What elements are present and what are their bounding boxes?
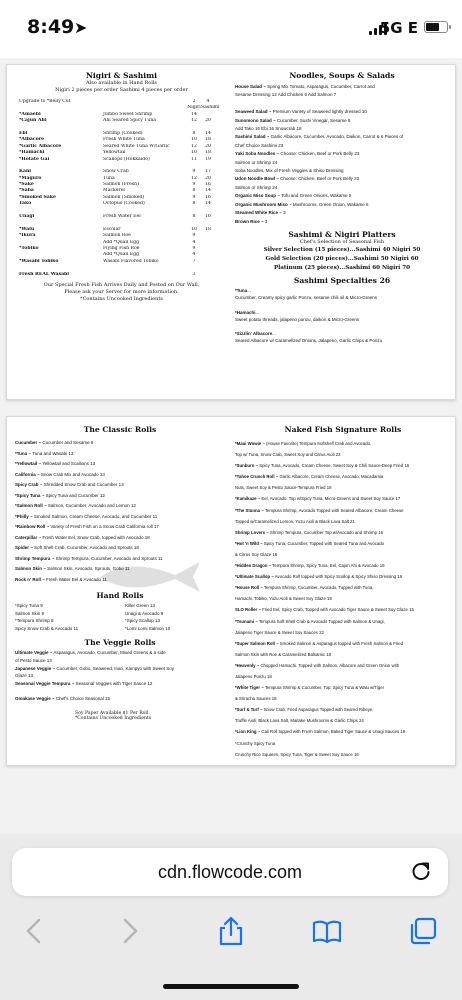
menu-line: *Maui Wowie ~ (House Favorite) Tempura Softshell Crab and Avocado, xyxy=(235,441,372,446)
menu-line: Cucumber, Creamy spicy garlic Ponzu, sesame chili oil & Micro-Greens xyxy=(235,295,378,301)
item-price: 18 xyxy=(205,226,211,232)
menu-line: Crunchy Rice Squares, Spicy Tuna, Tiger & Sweet Soy Sauce 16 xyxy=(235,751,359,757)
item-name: *Albacore xyxy=(19,137,45,143)
item-name: *Cajun Ahi xyxy=(19,118,47,124)
menu-line: *Heavenly ~ Chopped Hamachi. Topped with Salmon, Albacore and Green Onion with xyxy=(235,662,400,668)
item-name: *Sake xyxy=(19,182,34,188)
item-price: 7 xyxy=(192,258,196,264)
menu-line: Japanese Veggie ~ Cucumber, Gobo, Seaweed, Inari, Kampyo with Sweet Soy xyxy=(15,665,174,671)
item-price: 9 xyxy=(192,194,196,200)
hand-rolls-left xyxy=(15,602,125,632)
menu-line xyxy=(235,301,449,308)
item-price: 16 xyxy=(205,214,211,220)
menu-line: Topped w/Caramelized Lemon, Yuzu Aioli & Black Lava Salt 21 xyxy=(235,518,355,524)
menu-line: *Lion King ~ Cali Roll topped with Fresh Salmon, Baked Tiger Sauce & Unagi Sauces 19 xyxy=(235,729,406,735)
item-description: Add *Quail Egg xyxy=(103,252,140,258)
upgrade-note: Upgrade to *Belly Cut xyxy=(19,99,71,104)
item-price: 14 xyxy=(205,130,211,136)
menu-line: Spicy Snow Crab & Avocado 11 xyxy=(15,625,79,631)
menu-line: Sashimi Salad ~ Garlic Albacore, Cucumber, Avocado, Daikon, Carrot & 6 Pieces of xyxy=(235,134,404,140)
share-icon[interactable] xyxy=(216,916,246,946)
menu-line: *Tahoe Crunch Roll ~ Garlic Albacore, Cream Cheese, Avocado, Macadamia xyxy=(235,474,384,480)
menu-line: *Sunburn ~ Spicy Tuna, Avocado, Cream Cheese, Sweet Soy & Chili Sauce-Deep Fried 16 xyxy=(235,463,410,469)
menu-line: *Tempura Shrimp 8 xyxy=(15,618,54,624)
item-price: 4 xyxy=(192,252,196,258)
menu-line: Chef Choice Sashimi 23 xyxy=(235,142,284,148)
page-gap xyxy=(0,776,462,836)
menu-line: Caterpillar ~ Fresh Water Eel, Snow Crab, topped with Avocado 18 xyxy=(15,534,150,540)
menu-line: Spicy Crab ~ Shredded Snow Crab and Cucumber 13 xyxy=(15,482,124,487)
menu-line: *Hamachi... xyxy=(235,309,260,315)
menu-line: *Tuna ~ Tuna and Wasabi 13 xyxy=(15,450,74,456)
item-description: Salmon (Fresh) xyxy=(103,182,139,188)
noodles-section xyxy=(235,71,449,345)
section-subtitle: Nigiri 2 pieces per order Sashimi 4 pieces per order xyxy=(55,87,188,93)
menu-line: *White Tiger ~ Tempura Shrimp & Cucumber. Top: Spicy Tuna & Walu w/Tiger xyxy=(235,685,385,691)
menu-line: Add Tako 16 Ebi 16 Snowcrab 18 xyxy=(235,126,302,132)
section-title: The Veggie Rolls xyxy=(84,638,156,648)
footer-note: Soy Paper Available $1 Per Roll xyxy=(75,710,149,716)
nigiri-list xyxy=(19,112,224,278)
section-title: The Classic Rolls xyxy=(83,425,157,434)
menu-line: & Citrus Soy Glaze 18 xyxy=(235,551,278,557)
menu-line: Salmon or Shrimp 24 xyxy=(235,184,278,190)
menu-line: Shrimp Lovers ~ Shrimp Tempura, Cucumber Top w/Avocado and Shrimp 16 xyxy=(235,529,383,535)
item-description: Mackerel xyxy=(103,188,125,194)
menu-line: Shrimp Tempura ~ Shrimp Tempura, Cucumber, Avocado and Sprouts 11 xyxy=(15,555,163,561)
menu-line: *The Stunna ~ Tempura Shrimp, Avocado Topped with Seared Albacore, Cream Cheese xyxy=(235,507,404,513)
menu-line: Nuts, Sweet Soy & Pesto Sauce-Tempura Fried 19 xyxy=(235,485,332,491)
section-title: Hand Rolls xyxy=(96,591,144,600)
menu-line: Omakase Veggie ~ Chef's Choice Seasonal 15 xyxy=(15,695,111,701)
bookmarks-icon[interactable] xyxy=(312,916,342,946)
menu-line: *Kamikaze ~ Eel, Avocado. Top w/Spicy Tuna, Micro-Greens and Sweet Soy Sauce 17 xyxy=(235,496,401,502)
menu-line: *Spicy Tuna ~ Spicy Tuna and Cucumber 12 xyxy=(15,492,105,498)
menu-line: *Crunchy Spicy Tuna xyxy=(235,740,276,746)
item-name: *Maguro xyxy=(19,175,42,181)
footer-note: *Contains Uncooked Ingredients xyxy=(80,295,163,302)
network-type: 5G E xyxy=(379,19,418,37)
item-description: Seared White Tuna W/Garlic xyxy=(103,143,170,149)
menu-line: Yaki Soba Noodles ~ Choose: Chicken, Beef or Pork Belly 23 xyxy=(235,151,360,157)
menu-line: *Rainbow Roll ~ Variety of Fresh Fish on a Snow Crab California roll 17 xyxy=(15,524,159,529)
menu-line: *Surf & Turf ~ Snow Crab, Fried Asparagus Topped with Seared Ribeye, xyxy=(235,707,374,713)
back-icon[interactable] xyxy=(20,916,50,946)
menu-line: Glaze 13 xyxy=(15,673,34,679)
nigiri-section xyxy=(19,71,224,303)
section-title: Sashimi & Nigiri Platters xyxy=(288,229,396,239)
item-description: Ahi Seared Spicy Tuna xyxy=(103,118,157,124)
item-price: 17 xyxy=(205,169,211,175)
item-description: Salmon (Smoked) xyxy=(103,194,145,200)
item-description: Fresh White Tuna xyxy=(103,137,145,143)
menu-line: Truffle Aioli, Black Lava Salt, Maitake Mushrooms & Garlic Chips 24 xyxy=(235,718,364,724)
section-title: Naked Fish Signature Rolls xyxy=(284,425,402,434)
menu-line: of Pesto Sauce 13 xyxy=(15,657,52,663)
item-price: 18 xyxy=(205,150,211,156)
home-indicator xyxy=(163,984,299,989)
item-name: Ebi xyxy=(19,130,28,136)
menu-line: California ~ Snow Crab Mix and Avocado 13 xyxy=(15,471,105,477)
item-price: 16 xyxy=(205,194,211,200)
classic-rolls-list xyxy=(15,438,225,585)
col-header: 2 xyxy=(192,99,196,104)
menu-item-row xyxy=(19,272,224,278)
item-name: *Saba xyxy=(19,188,34,194)
item-price: 8 xyxy=(192,214,196,220)
item-price: 14 xyxy=(205,188,211,194)
col-header-nigiri: Nigiri xyxy=(187,105,201,111)
item-name: *Tobiko xyxy=(19,245,39,251)
item-name: *Hamachi xyxy=(19,150,45,156)
menu-line: Hamachi, Tobiko, Yuzu Aioli & Sweet Soy Glaze 19 xyxy=(235,596,332,602)
item-name: Fresh REAL Wasabi xyxy=(19,271,70,277)
item-price: 8 xyxy=(192,130,196,136)
menu-line: Seasonal Veggie Tempura ~ Seasonal Veggies with Tiger Sauce 12 xyxy=(15,680,153,686)
location-arrow-icon: ➤ xyxy=(74,18,88,37)
menu-line: Top w/ Tuna, Snow Crab, Sweet Soy and Citrus Aioli 23 xyxy=(235,452,341,458)
item-price: 8 xyxy=(192,201,196,207)
item-price: 8 xyxy=(192,188,196,194)
menu-line: & Sriracha Sauces 18 xyxy=(235,696,277,702)
item-price: 16 xyxy=(205,182,211,188)
menu-line: Jalapeno Tiger Sauce & Sweet Soy Sauces 22 xyxy=(235,629,324,635)
item-price: 10 xyxy=(191,150,197,156)
menu-line: Spider ~ Soft Shell Crab, Cucumber, Avocado and Sprouts 18 xyxy=(15,545,139,550)
menu-line: Salmon Skin with Roe & Caramelized Balsamic 18 xyxy=(235,651,332,657)
menu-line: Jalapeno Ponzu 18 xyxy=(235,673,272,679)
item-price: 12 xyxy=(191,143,197,149)
hand-rolls-right xyxy=(125,602,225,632)
veggie-rolls-list xyxy=(15,649,225,702)
menu-line: *Hidden Dragon ~ Tempura Shrimp, Spicy Tuna, Eel, Cajun Ahi & Avocado 19 xyxy=(235,563,385,569)
signature-rolls-section xyxy=(235,425,451,760)
item-description: Shrimp (Cooked) xyxy=(103,130,143,136)
item-price: 10 xyxy=(191,137,197,143)
item-price: 3 xyxy=(192,271,196,277)
item-price: 20 xyxy=(205,118,211,124)
battery-icon xyxy=(424,21,448,33)
item-description: Jumbo Sweet Shrimp xyxy=(103,111,153,117)
menu-line: Organic Miso Soup ~ Tofu and Green Onions, Wakame 5 xyxy=(235,193,352,199)
item-name: *Garlic Albacore xyxy=(19,143,62,149)
forward-icon[interactable] xyxy=(114,916,144,946)
menu-line: *Tuna... xyxy=(235,287,251,293)
footer-note: Our Special Fresh Fish Arrives Daily and Posted on Our Wall. xyxy=(43,281,200,288)
menu-line: Sesame Dressing 12 Add Chicken 6 Add Salmon 7 xyxy=(235,92,337,98)
item-description: Escolar xyxy=(103,226,121,232)
item-price: 9 xyxy=(192,233,196,239)
item-name: Kani xyxy=(19,169,32,175)
reload-icon[interactable] xyxy=(410,860,432,882)
menu-line: Steamed White Rice ~ 3 xyxy=(235,210,286,216)
menu-line: Seaweed Salad ~ Premium Variety of Seaweed lightly dressed 10 xyxy=(235,109,367,115)
footer-note: Please ask your Server for more information. xyxy=(64,288,179,295)
item-description: Fresh Water Eel xyxy=(103,214,141,220)
section-title: Nigiri & Sashimi xyxy=(85,71,158,80)
item-name: *Smoked Sake xyxy=(19,194,56,200)
item-description: Yellowtail xyxy=(103,150,126,156)
menu-line: Seared Albacore w/ Caramelized Onions, Jalapeno, Garlic Chips & Ponzu xyxy=(235,338,383,344)
item-price: 20 xyxy=(205,143,211,149)
menu-line: Cucumber ~ Cucumber and Sesame 6 xyxy=(15,440,94,445)
item-description: Salmon Roe xyxy=(103,233,131,239)
status-bar xyxy=(0,0,462,58)
menu-line: Soba Noodles, Mix of Fresh Veggies & Shiso Dressing xyxy=(235,168,344,174)
item-price: 12 xyxy=(191,118,197,124)
section-subtitle: Chef's Selection of Seasonal Fish xyxy=(299,238,385,245)
footer-note: *Contains Uncooked Ingredients xyxy=(75,716,152,722)
tabs-icon[interactable] xyxy=(408,916,438,946)
item-price: 18 xyxy=(205,137,211,143)
section-subtitle: Also available in Hand Rolls xyxy=(86,80,157,86)
menu-line: Udon Noodle Bowl ~ Choose: Chicken, Beef or Pork Belly 23 xyxy=(235,176,360,182)
item-description: Wasabi Flavored Tobiko xyxy=(103,258,159,264)
item-price: 12 xyxy=(191,175,197,181)
menu-line: Sunomono Salad ~ Cucumber, Sushi Vinegar, Sesame 9 xyxy=(235,117,351,123)
item-description: Add *Quail Egg xyxy=(103,239,140,245)
item-price: 11 xyxy=(191,156,197,162)
clock: 8:49 xyxy=(27,16,75,38)
menu-line: *House Roll ~ Tempura Shrimp, Cucumber, Avocado, Topped with Tuna, xyxy=(235,585,374,591)
item-name: *Amaebi xyxy=(19,111,41,117)
menu-line: SLO Roller ~ Fried Eel, Spicy Crab, Topped with Avocado Tiger Sauce & Sweet Soy Glaze 16 xyxy=(235,607,414,613)
noodles-list xyxy=(235,83,449,226)
menu-line: *Yellowtail ~ Yellowtail and Scallions 13 xyxy=(15,461,96,466)
item-description: Octopus (Cooked) xyxy=(103,201,145,207)
menu-line: Organic Mushroom Miso ~ Mushrooms, Green Onion, Wakame 6 xyxy=(235,201,369,207)
menu-line xyxy=(235,323,449,330)
item-description: Flying Fish Roe xyxy=(103,245,140,251)
platter-silver: Silver Selection (15 pieces)...Sashimi 40 Nigiri 50 xyxy=(263,246,421,253)
item-price: 10 xyxy=(191,226,197,232)
col-header-sashimi: Sashimi xyxy=(201,105,220,111)
menu-line: Killer Green 13 xyxy=(125,603,156,608)
item-price: 14 xyxy=(205,201,211,207)
item-name: Unagi xyxy=(19,214,35,220)
item-name: *Ikura xyxy=(19,233,36,239)
classic-rolls-section xyxy=(15,425,225,722)
menu-page-1 xyxy=(6,64,456,400)
item-price: 4 xyxy=(192,239,196,245)
menu-line: Ultimate Veggie ~ Asparagus, Avocado, Cucumber, Mixed Greens & a side xyxy=(15,650,166,656)
item-name: *Wasabi Tobiko xyxy=(19,258,59,264)
menu-line: *Hot 'n Wild ~ Spicy Tuna, Cucumber, Topped with Seared Tuna and Avocado xyxy=(235,540,385,546)
section-title: Noodles, Soups & Salads xyxy=(289,71,395,80)
url-text[interactable]: cdn.flowcode.com xyxy=(157,862,303,882)
menu-line: *Super Salmon Roll ~ Smoked Salmon & Asparagus topped with Fresh Salmon & Fried xyxy=(235,640,404,646)
menu-line: *Ultimate Scallop ~ Avocado Roll topped with Spicy Scallop & Spicy Shiso Dressing 19 xyxy=(235,574,402,580)
menu-line xyxy=(235,100,449,108)
menu-line xyxy=(15,687,225,695)
col-header: 4 xyxy=(206,99,210,104)
browser-toolbar xyxy=(0,906,462,1000)
specialties-list xyxy=(235,287,449,345)
item-price: 14 xyxy=(191,111,197,117)
item-description xyxy=(103,272,187,278)
item-description: Scallops (Hokkaido) xyxy=(103,156,150,162)
menu-page-2 xyxy=(6,416,456,766)
item-description: Snow Crab xyxy=(103,169,129,175)
signature-rolls-list xyxy=(235,438,451,760)
menu-line: Sweet potato threads, jalapeno ponzu, daikon & Micro-Greens xyxy=(235,316,360,322)
menu-line: Rock n' Roll ~ Fresh Water Eel & Avocado 11 xyxy=(15,576,107,582)
menu-line: Brown Rice ~ 3 xyxy=(235,218,268,224)
item-name: Tako xyxy=(19,201,32,207)
menu-line: House Salad ~ Spring Mix Tomato, Asparagus, Cucumber, Carrot and xyxy=(235,84,375,89)
menu-line: Unagi & Avocado 9 xyxy=(125,610,164,616)
item-price xyxy=(201,272,215,278)
platter-platinum: Platinum (25 pieces)...Sashimi 60 Nigiri 70 xyxy=(273,264,411,271)
menu-line: *Tsunami ~ Tempura Soft Shell Crab & Avocado Topped with Salmon & Unagi, xyxy=(235,618,385,624)
item-price: 9 xyxy=(192,169,196,175)
address-bar[interactable] xyxy=(12,848,448,896)
menu-line: *Sizzlin' Albacore... xyxy=(235,331,276,337)
menu-line: *Philly ~ Smoked Salmon, Cream Cheese, Avocado, and Cucumber 11 xyxy=(15,513,158,519)
menu-line: Salmon or Shrimp 24 xyxy=(235,159,278,165)
item-price: 9 xyxy=(192,245,196,251)
item-price: 20 xyxy=(205,175,211,181)
menu-line: *Spicy Scallop 13 xyxy=(125,618,161,624)
item-description: Tuna xyxy=(103,175,115,181)
item-name: *Walu xyxy=(19,226,35,232)
platter-gold: Gold Selection (20 pieces)...Sashimi 50 Nigiri 60 xyxy=(265,255,419,262)
item-price: 19 xyxy=(205,156,211,162)
item-name: *Hotate Gai xyxy=(19,156,50,162)
menu-line: *Lomi Lomi Salmon 10 xyxy=(125,625,171,631)
menu-line: Salmon Skin ~ Salmon Skin, Avocado, Sprouts, Gobo 11 xyxy=(15,566,130,571)
menu-line: *Spicy Tuna 9 xyxy=(15,603,43,608)
item-price: 9 xyxy=(192,182,196,188)
section-title: Sashimi Specialties 26 xyxy=(293,275,391,285)
menu-line: *Salmon Roll ~ Salmon, Cucumber, Avocado and Lemon 12 xyxy=(15,503,136,508)
menu-line: Salmon Skin 9 xyxy=(15,610,45,616)
